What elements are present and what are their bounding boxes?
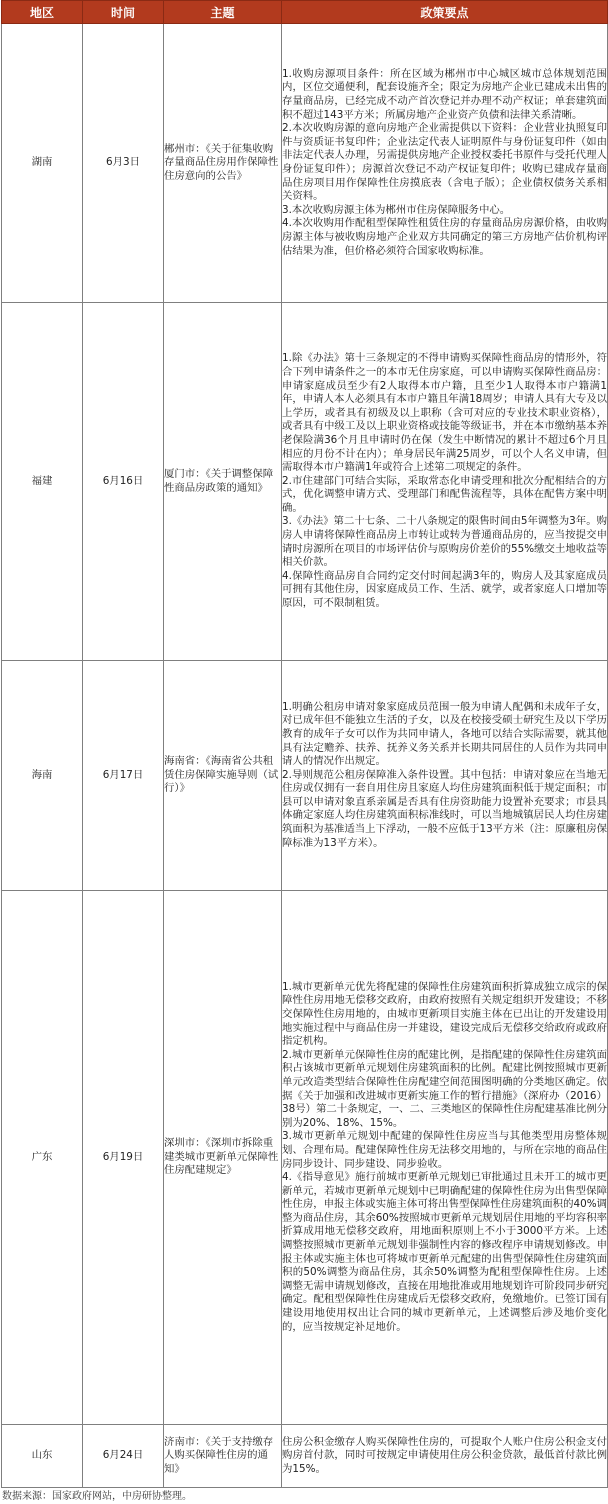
table-row: [2, 661, 608, 891]
policy-point: 3.城市更新单元规划中配建的保障性住房应当与其他类型用房整体规划、合理布局。配建保障性住房无法移交用地的，与所在宗地的商品住房同步设计、同步建设、同步验收。: [282, 1130, 607, 1170]
source-note: 数据来源：国家政府网站，中房研协整理。: [2, 1491, 192, 1502]
policy-point: 4.保障性商品房自合同约定交付时间起满3年的，购房人及其家庭成员可拥有其他住房，因家庭成员工作、生活、就学，或者家庭人口增加等原因，可不限制租赁。: [282, 569, 607, 610]
date-cell: 6月16日: [83, 303, 164, 661]
policy-title-cell: 济南市：《关于支持缴存人购买保障性住房的通知》: [164, 1425, 282, 1488]
policy-point: 4.《指导意见》施行前城市更新单元规划已审批通过且未开工的城市更新单元，若城市更新单元规划中已明确配建的保障性住房为出售型保障性住房，申报主体或实施主体可将出售型保障性住房建筑面积的40%调整为商品住房，其余60%按照城市更新单元规划居住用地的平均容积率折算成用地无偿移交政府，用地面积原则上不小于3000平方米。上述调整按照城市更新单元规划非强制性内容的修改程序申请规划修改。申报主体或实施主体也可将城市更新单元配建的出售型保障性住房建筑面积的50%调整为商品住房，其余50%调整为配租型保障性住房。上述调整无需申请规划修改，直接在用地批准或用地规划许可阶段同步研究确定。配租型保障性住房建成后无偿移交政府，免缴地价。已签订国有建设用地使用权出让合同的城市更新单元，上述调整后涉及地价变化的，应当按规定补足地价。: [282, 1171, 607, 1333]
date-cell: 6月24日: [83, 1425, 164, 1488]
policy-title-cell: 深圳市：《深圳市拆除重建类城市更新单元保障性住房配建规定》: [164, 891, 282, 1425]
policy-title-cell: 厦门市：《关于调整保障性商品房政策的通知》: [164, 303, 282, 661]
policy-point: 2.本次收购房源的意向房地产企业需提供以下资料：企业营业执照复印件与资质证书复印件；企业法定代表人证明原件与身份证复印件（如由非法定代表人办理，另需提供房地产企业授权委托书原件与受托代理人身份证复印件）；房源首次登记不动产权证复印件；收购已建成存量商品住房项目用作保障性住房摸底表（含电子版）；企业债权债务关系相关资料。: [282, 122, 607, 203]
policy-title-cell: 郴州市：《关于征集收购存量商品住房用作保障性住房意向的公告》: [164, 24, 282, 303]
date-cell: 6月19日: [83, 891, 164, 1425]
header-points: 政策要点: [282, 1, 608, 24]
policy-point: 2.城市更新单元保障性住房的配建比例，是指配建的保障性住房建筑面积占该城市更新单元规划住房建筑面积的比例。配建比例按照城市更新单元改造类型结合保障性住房配建空间范围图明确的分类地区确定。依据《关于加强和改进城市更新实施工作的暂行措施》（深府办（2016）38号）第二十条规定，一、二、三类地区的保障性住房配建基准比例分别为20%、18%、15%。: [282, 1048, 607, 1129]
table-row: [2, 891, 608, 1425]
region-cell: 山东: [2, 1425, 83, 1488]
table-row: [2, 24, 608, 303]
policy-points-cell: [282, 661, 608, 891]
policy-point: 1.除《办法》第十三条规定的不得申请购买保障性商品房的情形外，符合下列申请条件之一的本市无住房家庭，可以申请购买保障性商品房：申请家庭成员至少有2人取得本市户籍，且至少1人取得本市户籍满1年，申请人本人必须具有本市户籍且年满18周岁；申请人具有大专及以上学历，或者具有初级及以上职称（含可对应的专业技术职业资格），或者具有中级工及以上职业资格或技能等级证书，并在本市缴纳基本养老保险满36个月且申请时仍在保（发生中断情况的累计不超过6个月且相应的月份不计在内）；单身居民年满25周岁，可以个人名义申请，但需取得本市户籍满1年或符合上述第二项规定的条件。: [282, 352, 607, 474]
header-region: 地区: [2, 1, 83, 24]
region-cell: 广东: [2, 891, 83, 1425]
date-cell: 6月3日: [83, 24, 164, 303]
policy-table: [1, 0, 608, 1488]
header-date: 时间: [83, 1, 164, 24]
policy-points-cell: [282, 24, 608, 303]
header-title: 主题: [164, 1, 282, 24]
policy-point: 3.本次收购房源主体为郴州市住房保障服务中心。: [282, 203, 511, 216]
policy-points-cell: [282, 303, 608, 661]
region-cell: 福建: [2, 303, 83, 661]
policy-point: 住房公积金缴存人购买保障性住房的，可提取个人账户住房公积金支付购房首付款，同时可按规定申请使用住房公积金贷款，最低首付款比例为15%。: [282, 1435, 607, 1475]
policy-point: 2.导则规范公租房保障准入条件设置。其中包括：申请对象应在当地无住房或仅拥有一套自用住房且家庭人均住房建筑面积低于规定面积；市县可以申请对象直系亲属是否具有住房资助能力设置补充要求；市县具体确定家庭人均住房建筑面积标准线时，可以当地城镇居民人均住房建筑面积为基准适当上下浮动，一般不应低于13平方米（注：原廉租房保障标准为13平方米）。: [282, 768, 607, 849]
region-cell: 湖南: [2, 24, 83, 303]
policy-title-cell: 海南省：《海南省公共租赁住房保障实施导则（试行）》: [164, 661, 282, 891]
date-cell: 6月17日: [83, 661, 164, 891]
table-row: [2, 303, 608, 661]
policy-point: 1.城市更新单元优先将配建的保障性住房建筑面积折算成独立成宗的保障性住房用地无偿移交政府，由政府按照有关规定组织开发建设；不移交保障性住房用地的，由城市更新项目实施主体在已出让的开发建设用地实施过程中与商品住房一并建设，建设完成后无偿移交给政府或政府指定机构。: [282, 980, 607, 1048]
table-header-row: [2, 1, 608, 24]
region-cell: 海南: [2, 661, 83, 891]
table-body: [2, 24, 608, 1488]
policy-points-cell: [282, 891, 608, 1425]
policy-points-cell: [282, 1425, 608, 1488]
policy-point: 2.市住建部门可结合实际，采取常态化申请受理和批次分配相结合的方式，优化调整申请方式、受理部门和配售流程等，具体在配售方案中明确。: [282, 474, 607, 514]
policy-point: 1.收购房源项目条件：所在区域为郴州市中心城区城市总体规划范围内，区位交通便利，配套设施齐全；限定为房地产企业已建成未出售的存量商品房，已经完成不动产首次登记并办理不动产权证；单套建筑面积不超过143平方米；所属房地产企业资产负债和法律关系清晰。: [282, 67, 607, 121]
policy-point: 3.《办法》第二十七条、二十八条规定的限售时间由5年调整为3年。购房人申请将保障性商品房上市转让或转为普通商品房的，应当按提交申请时房源所在项目的市场评估价与原购房价差价的55%缴交土地收益等相关价款。: [282, 515, 607, 569]
policy-point: 1.明确公租房申请对象家庭成员范围一般为申请人配偶和未成年子女，对已成年但不能独立生活的子女，以及在校接受硕士研究生及以下学历教育的成年子女可以作为共同申请人，各地可以结合实际需要，就其他具有法定赡养、扶养、抚养义务关系并长期共同居住的人员作为共同申请人的情况作出规定。: [282, 700, 607, 768]
policy-point: 4.本次收购用作配租型保障性租赁住房的存量商品房房源价格，由收购房源主体与被收购房地产企业双方共同确定的第三方房地产估价机构评估结果为准，但价格必须符合国家收购标准。: [282, 217, 607, 257]
table-row: [2, 1425, 608, 1488]
